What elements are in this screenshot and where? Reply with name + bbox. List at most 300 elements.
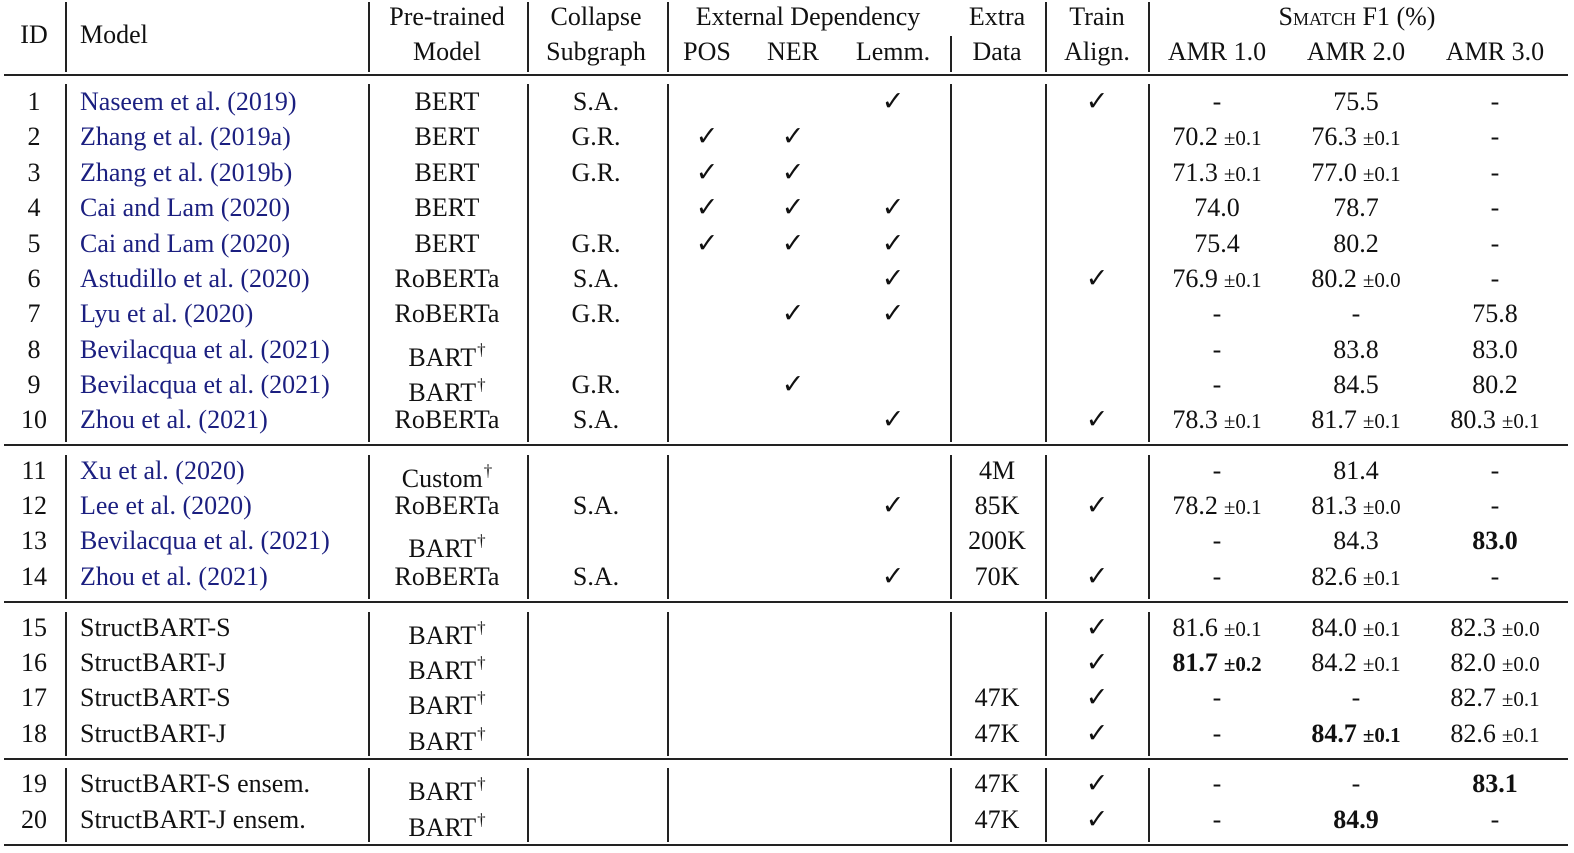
score-value: - bbox=[1212, 299, 1222, 328]
score-value: 80.2 bbox=[1333, 229, 1379, 258]
score-value: 70.2 bbox=[1172, 122, 1218, 151]
pretrained-model bbox=[408, 683, 485, 721]
amr3-score bbox=[1491, 158, 1500, 188]
amr1-score bbox=[1213, 719, 1222, 749]
score-std: ±0.1 bbox=[1362, 162, 1401, 186]
amr1-score bbox=[1172, 122, 1261, 153]
header-pretrained-line1: Pre-trained bbox=[389, 2, 505, 31]
score-value: 84.2 bbox=[1311, 648, 1357, 677]
amr3-score bbox=[1450, 613, 1539, 644]
amr3-score bbox=[1491, 456, 1500, 486]
score-std: ±0.0 bbox=[1362, 495, 1401, 519]
extra-data: 200K bbox=[968, 526, 1026, 555]
score-value: 75.8 bbox=[1472, 299, 1518, 328]
citation-link[interactable]: Naseem et al. (2019) bbox=[80, 87, 297, 116]
header-train-line2: Align. bbox=[1064, 37, 1130, 66]
pretrained-model bbox=[395, 491, 500, 521]
score-value: - bbox=[1490, 193, 1500, 222]
header-id: ID bbox=[20, 20, 48, 49]
citation-link[interactable]: Bevilacqua et al. (2021) bbox=[80, 335, 330, 364]
amr1-score bbox=[1172, 158, 1261, 189]
amr1-score bbox=[1172, 491, 1261, 522]
amr1-score bbox=[1213, 769, 1222, 799]
rule-group-2 bbox=[4, 601, 1568, 603]
amr1-score bbox=[1172, 405, 1261, 436]
column-divider bbox=[65, 768, 67, 842]
score-value: - bbox=[1351, 299, 1361, 328]
train-align-check-icon: ✓ bbox=[1085, 612, 1109, 643]
column-divider bbox=[527, 2, 529, 72]
amr2-score bbox=[1311, 264, 1400, 295]
collapse-subgraph: S.A. bbox=[572, 562, 620, 591]
header-collapse-line1: Collapse bbox=[550, 2, 642, 31]
score-value: - bbox=[1351, 683, 1361, 712]
column-divider bbox=[950, 455, 952, 599]
column-divider bbox=[1045, 768, 1047, 842]
column-divider bbox=[368, 2, 370, 72]
score-value: 82.0 bbox=[1450, 648, 1496, 677]
score-value: 81.7 bbox=[1311, 405, 1357, 434]
column-divider bbox=[1045, 84, 1047, 442]
pretrained-model-name: BART bbox=[408, 621, 477, 650]
score-value: - bbox=[1490, 122, 1500, 151]
score-value: 78.7 bbox=[1333, 193, 1379, 222]
score-std: ±0.1 bbox=[1362, 723, 1401, 747]
column-divider bbox=[1148, 2, 1150, 72]
column-divider bbox=[527, 455, 529, 599]
column-divider bbox=[667, 768, 669, 842]
score-std: ±0.1 bbox=[1501, 723, 1540, 747]
amr3-score bbox=[1491, 229, 1500, 259]
column-divider bbox=[527, 84, 529, 442]
score-value: 80.2 bbox=[1472, 370, 1518, 399]
score-value: - bbox=[1490, 456, 1500, 485]
row-id: 17 bbox=[21, 683, 47, 712]
collapse-subgraph: S.A. bbox=[572, 491, 620, 520]
column-divider bbox=[368, 612, 370, 756]
column-divider bbox=[527, 612, 529, 756]
score-value: 82.6 bbox=[1311, 562, 1357, 591]
column-divider bbox=[368, 768, 370, 842]
pretrained-model bbox=[395, 562, 500, 592]
citation-link[interactable]: Xu et al. (2020) bbox=[80, 456, 245, 485]
score-value: - bbox=[1212, 769, 1222, 798]
lemm-check-icon: ✓ bbox=[881, 404, 905, 435]
smatch-suffix: F1 (%) bbox=[1356, 2, 1436, 31]
extra-data: 47K bbox=[974, 769, 1020, 798]
model-name: StructBART-J bbox=[80, 648, 227, 677]
score-std: ±0.1 bbox=[1223, 268, 1262, 292]
train-align-check-icon: ✓ bbox=[1085, 718, 1109, 749]
amr2-score bbox=[1311, 562, 1400, 593]
smatch-prefix: S bbox=[1278, 2, 1294, 31]
extra-data: 47K bbox=[974, 719, 1020, 748]
score-value: - bbox=[1212, 562, 1222, 591]
ner-check-icon: ✓ bbox=[781, 298, 805, 329]
score-value: 83.0 bbox=[1472, 335, 1518, 364]
row-id: 12 bbox=[21, 491, 47, 520]
extra-data: 85K bbox=[974, 491, 1020, 520]
pretrained-model bbox=[408, 805, 485, 843]
lemm-check-icon: ✓ bbox=[881, 561, 905, 592]
header-model: Model bbox=[80, 20, 148, 49]
column-divider bbox=[950, 768, 952, 842]
score-value: 84.5 bbox=[1333, 370, 1379, 399]
row-id: 2 bbox=[27, 122, 41, 151]
amr1-score bbox=[1213, 370, 1222, 400]
rule-group-3 bbox=[4, 758, 1568, 760]
pretrained-model-name: BART bbox=[408, 534, 477, 563]
score-std: ±0.1 bbox=[1223, 617, 1262, 641]
row-id: 8 bbox=[27, 335, 41, 364]
column-divider bbox=[1045, 2, 1047, 72]
extra-data: 70K bbox=[974, 562, 1020, 591]
amr1-score bbox=[1172, 264, 1261, 295]
column-divider bbox=[667, 455, 669, 599]
lemm-check-icon: ✓ bbox=[881, 228, 905, 259]
citation-link[interactable]: Astudillo et al. (2020) bbox=[80, 264, 310, 293]
score-std: ±0.1 bbox=[1501, 687, 1540, 711]
pos-check-icon: ✓ bbox=[695, 228, 719, 259]
pos-check-icon: ✓ bbox=[695, 192, 719, 223]
row-id: 19 bbox=[21, 769, 47, 798]
row-id: 15 bbox=[21, 613, 47, 642]
train-align-check-icon: ✓ bbox=[1085, 86, 1109, 117]
collapse-subgraph: S.A. bbox=[572, 87, 620, 116]
pretrained-model-name: BERT bbox=[414, 158, 480, 187]
pretrained-model-name: BERT bbox=[414, 193, 480, 222]
score-value: 84.0 bbox=[1311, 613, 1357, 642]
row-id: 13 bbox=[21, 526, 47, 555]
pretrained-model bbox=[415, 193, 480, 223]
score-value: - bbox=[1212, 683, 1222, 712]
score-std: ±0.0 bbox=[1501, 617, 1540, 641]
pretrained-model-name: BART bbox=[408, 813, 477, 842]
header-amr1: AMR 1.0 bbox=[1167, 37, 1267, 66]
pretrained-model-name: BERT bbox=[414, 229, 480, 258]
column-divider bbox=[65, 612, 67, 756]
amr2-score bbox=[1311, 158, 1400, 189]
pos-check-icon: ✓ bbox=[695, 121, 719, 152]
lemm-check-icon: ✓ bbox=[881, 86, 905, 117]
dagger-icon: † bbox=[477, 653, 486, 672]
amr3-score bbox=[1472, 335, 1518, 365]
header-extra-line1: Extra bbox=[968, 2, 1026, 31]
score-value: - bbox=[1212, 370, 1222, 399]
amr2-score bbox=[1333, 193, 1379, 223]
ner-check-icon: ✓ bbox=[781, 228, 805, 259]
lemm-check-icon: ✓ bbox=[881, 263, 905, 294]
score-std: ±0.1 bbox=[1223, 126, 1262, 150]
pretrained-model-name: BART bbox=[408, 777, 477, 806]
column-divider bbox=[1045, 612, 1047, 756]
score-value: - bbox=[1212, 526, 1222, 555]
amr1-score bbox=[1172, 648, 1261, 679]
score-std: ±0.2 bbox=[1223, 652, 1262, 676]
pretrained-model-name: BART bbox=[408, 691, 477, 720]
train-align-check-icon: ✓ bbox=[1085, 768, 1109, 799]
train-align-check-icon: ✓ bbox=[1085, 561, 1109, 592]
pretrained-model bbox=[395, 264, 500, 294]
header-pos: POS bbox=[683, 37, 731, 66]
column-divider bbox=[950, 36, 952, 72]
header-train-line1: Train bbox=[1069, 2, 1125, 31]
rule-bottom bbox=[4, 844, 1568, 846]
citation-link[interactable]: Bevilacqua et al. (2021) bbox=[80, 526, 330, 555]
row-id: 3 bbox=[27, 158, 41, 187]
pretrained-model bbox=[408, 335, 485, 373]
pretrained-model-name: RoBERTa bbox=[394, 264, 500, 293]
pretrained-model bbox=[408, 370, 485, 408]
amr2-score bbox=[1352, 299, 1361, 329]
citation-link[interactable]: Zhou et al. (2021) bbox=[80, 405, 268, 434]
row-id: 7 bbox=[27, 299, 41, 328]
citation-link[interactable]: Cai and Lam (2020) bbox=[80, 193, 291, 222]
row-id: 20 bbox=[21, 805, 47, 834]
score-value: - bbox=[1212, 87, 1222, 116]
train-align-check-icon: ✓ bbox=[1085, 682, 1109, 713]
score-std: ±0.0 bbox=[1501, 652, 1540, 676]
amr1-score bbox=[1213, 87, 1222, 117]
score-value: 83.0 bbox=[1472, 526, 1518, 555]
dagger-icon: † bbox=[477, 375, 486, 394]
amr2-score bbox=[1333, 87, 1379, 117]
ner-check-icon: ✓ bbox=[781, 369, 805, 400]
score-value: - bbox=[1212, 335, 1222, 364]
dagger-icon: † bbox=[477, 340, 486, 359]
rule-group-1 bbox=[4, 444, 1568, 446]
model-name: StructBART-S bbox=[80, 613, 231, 642]
pretrained-model bbox=[408, 648, 485, 686]
amr1-score bbox=[1213, 335, 1222, 365]
score-std: ±0.1 bbox=[1362, 617, 1401, 641]
pretrained-model-name: BART bbox=[408, 378, 477, 407]
amr1-score bbox=[1213, 562, 1222, 592]
column-divider bbox=[368, 455, 370, 599]
amr1-score bbox=[1213, 526, 1222, 556]
collapse-subgraph: G.R. bbox=[571, 229, 621, 258]
amr3-score bbox=[1491, 562, 1500, 592]
train-align-check-icon: ✓ bbox=[1085, 647, 1109, 678]
score-value: 76.3 bbox=[1311, 122, 1357, 151]
column-divider bbox=[1148, 768, 1150, 842]
amr2-score bbox=[1311, 122, 1400, 153]
column-divider bbox=[1148, 612, 1150, 756]
amr2-score bbox=[1311, 613, 1400, 644]
pretrained-model-name: BART bbox=[408, 343, 477, 372]
row-id: 1 bbox=[27, 87, 41, 116]
pretrained-model bbox=[415, 229, 480, 259]
score-std: ±0.1 bbox=[1362, 409, 1401, 433]
pretrained-model-name: Custom bbox=[401, 464, 483, 493]
amr2-score bbox=[1311, 719, 1400, 750]
amr1-score bbox=[1213, 683, 1222, 713]
column-divider bbox=[667, 612, 669, 756]
pretrained-model-name: BART bbox=[408, 656, 477, 685]
score-value: 84.7 bbox=[1311, 719, 1357, 748]
score-value: 74.0 bbox=[1194, 193, 1240, 222]
pretrained-model bbox=[408, 613, 485, 651]
amr3-score bbox=[1472, 299, 1518, 329]
score-value: 83.8 bbox=[1333, 335, 1379, 364]
citation-link[interactable]: Lee et al. (2020) bbox=[80, 491, 252, 520]
score-std: ±0.1 bbox=[1362, 652, 1401, 676]
amr3-score bbox=[1491, 87, 1500, 117]
amr3-score bbox=[1450, 648, 1539, 679]
amr1-score bbox=[1172, 613, 1261, 644]
pretrained-model bbox=[415, 158, 480, 188]
extra-data: 47K bbox=[974, 683, 1020, 712]
header-external-dependency: External Dependency bbox=[695, 2, 921, 31]
lemm-check-icon: ✓ bbox=[881, 192, 905, 223]
model-name: StructBART-S ensem. bbox=[80, 769, 311, 798]
score-value: - bbox=[1212, 719, 1222, 748]
rule-header bbox=[4, 74, 1568, 76]
column-divider bbox=[667, 84, 669, 442]
score-value: 81.4 bbox=[1333, 456, 1379, 485]
pretrained-model bbox=[395, 299, 500, 329]
amr3-score bbox=[1491, 122, 1500, 152]
train-align-check-icon: ✓ bbox=[1085, 804, 1109, 835]
row-id: 18 bbox=[21, 719, 47, 748]
score-std: ±0.1 bbox=[1362, 126, 1401, 150]
pretrained-model bbox=[395, 405, 500, 435]
amr3-score bbox=[1491, 805, 1500, 835]
score-value: 80.3 bbox=[1450, 405, 1496, 434]
column-divider bbox=[950, 84, 952, 442]
column-divider bbox=[65, 455, 67, 599]
amr3-score bbox=[1491, 491, 1500, 521]
model-name: StructBART-J bbox=[80, 719, 227, 748]
amr3-score bbox=[1450, 719, 1539, 750]
score-value: 82.6 bbox=[1450, 719, 1496, 748]
lemm-check-icon: ✓ bbox=[881, 490, 905, 521]
citation-link[interactable]: Zhang et al. (2019b) bbox=[80, 158, 293, 187]
collapse-subgraph: G.R. bbox=[571, 122, 621, 151]
column-divider bbox=[65, 2, 67, 72]
score-value: 81.6 bbox=[1172, 613, 1218, 642]
row-id: 14 bbox=[21, 562, 47, 591]
pretrained-model-name: RoBERTa bbox=[394, 299, 500, 328]
amr3-score bbox=[1472, 370, 1518, 400]
amr3-score bbox=[1472, 769, 1518, 799]
score-value: 71.3 bbox=[1172, 158, 1218, 187]
score-value: 81.7 bbox=[1172, 648, 1218, 677]
smatch-smallcaps: match bbox=[1293, 2, 1357, 31]
extra-data: 47K bbox=[974, 805, 1020, 834]
train-align-check-icon: ✓ bbox=[1085, 490, 1109, 521]
dagger-icon: † bbox=[477, 618, 486, 637]
pretrained-model-name: BART bbox=[408, 727, 477, 756]
dagger-icon: † bbox=[477, 531, 486, 550]
amr1-score bbox=[1194, 193, 1240, 223]
header-collapse-line2: Subgraph bbox=[546, 37, 646, 66]
citation-link[interactable]: Zhang et al. (2019a) bbox=[80, 122, 291, 151]
score-value: 78.3 bbox=[1172, 405, 1218, 434]
pretrained-model bbox=[415, 87, 480, 117]
header-amr2: AMR 2.0 bbox=[1306, 37, 1406, 66]
header-pretrained-line2: Model bbox=[413, 37, 481, 66]
score-value: - bbox=[1490, 805, 1500, 834]
column-divider bbox=[368, 84, 370, 442]
amr2-score bbox=[1333, 526, 1379, 556]
score-value: - bbox=[1351, 769, 1361, 798]
score-std: ±0.1 bbox=[1223, 409, 1262, 433]
score-value: 78.2 bbox=[1172, 491, 1218, 520]
score-value: 80.2 bbox=[1311, 264, 1357, 293]
lemm-check-icon: ✓ bbox=[881, 298, 905, 329]
dagger-icon: † bbox=[477, 810, 486, 829]
row-id: 9 bbox=[27, 370, 41, 399]
column-divider bbox=[1148, 84, 1150, 442]
header-lemm: Lemm. bbox=[855, 37, 931, 66]
score-value: - bbox=[1490, 562, 1500, 591]
amr3-score bbox=[1491, 193, 1500, 223]
row-id: 5 bbox=[27, 229, 41, 258]
header-amr3: AMR 3.0 bbox=[1445, 37, 1545, 66]
pretrained-model bbox=[408, 769, 485, 807]
collapse-subgraph: S.A. bbox=[572, 405, 620, 434]
amr2-score bbox=[1311, 405, 1400, 436]
amr3-score bbox=[1450, 405, 1539, 436]
score-std: ±0.0 bbox=[1362, 268, 1401, 292]
score-value: 84.9 bbox=[1333, 805, 1379, 834]
score-value: - bbox=[1490, 264, 1500, 293]
amr1-score bbox=[1213, 299, 1222, 329]
amr3-score bbox=[1491, 264, 1500, 294]
amr2-score bbox=[1333, 229, 1379, 259]
amr2-score bbox=[1352, 769, 1361, 799]
collapse-subgraph: G.R. bbox=[571, 299, 621, 328]
model-name: StructBART-S bbox=[80, 683, 231, 712]
score-value: 75.5 bbox=[1333, 87, 1379, 116]
pretrained-model bbox=[408, 526, 485, 564]
column-divider bbox=[527, 768, 529, 842]
amr1-score bbox=[1213, 805, 1222, 835]
amr2-score bbox=[1311, 648, 1400, 679]
citation-link[interactable]: Bevilacqua et al. (2021) bbox=[80, 370, 330, 399]
dagger-icon: † bbox=[477, 688, 486, 707]
collapse-subgraph: G.R. bbox=[571, 370, 621, 399]
citation-link[interactable]: Zhou et al. (2021) bbox=[80, 562, 268, 591]
amr3-score bbox=[1472, 526, 1518, 556]
amr2-score bbox=[1352, 683, 1361, 713]
citation-link[interactable]: Lyu et al. (2020) bbox=[80, 299, 254, 328]
row-id: 11 bbox=[21, 456, 47, 485]
amr1-score bbox=[1213, 456, 1222, 486]
column-divider bbox=[1045, 455, 1047, 599]
score-value: 83.1 bbox=[1472, 769, 1518, 798]
amr2-score bbox=[1333, 805, 1379, 835]
row-id: 4 bbox=[27, 193, 41, 222]
ner-check-icon: ✓ bbox=[781, 121, 805, 152]
score-value: 84.3 bbox=[1333, 526, 1379, 555]
score-std: ±0.1 bbox=[1501, 409, 1540, 433]
citation-link[interactable]: Cai and Lam (2020) bbox=[80, 229, 291, 258]
row-id: 6 bbox=[27, 264, 41, 293]
column-divider bbox=[950, 612, 952, 756]
pretrained-model-name: BERT bbox=[414, 122, 480, 151]
dagger-icon: † bbox=[477, 724, 486, 743]
amr3-score bbox=[1450, 683, 1539, 714]
dagger-icon: † bbox=[477, 774, 486, 793]
score-std: ±0.1 bbox=[1362, 566, 1401, 590]
header-extra-line2: Data bbox=[972, 37, 1022, 66]
amr2-score bbox=[1333, 370, 1379, 400]
amr1-score bbox=[1194, 229, 1240, 259]
collapse-subgraph: G.R. bbox=[571, 158, 621, 187]
ner-check-icon: ✓ bbox=[781, 192, 805, 223]
